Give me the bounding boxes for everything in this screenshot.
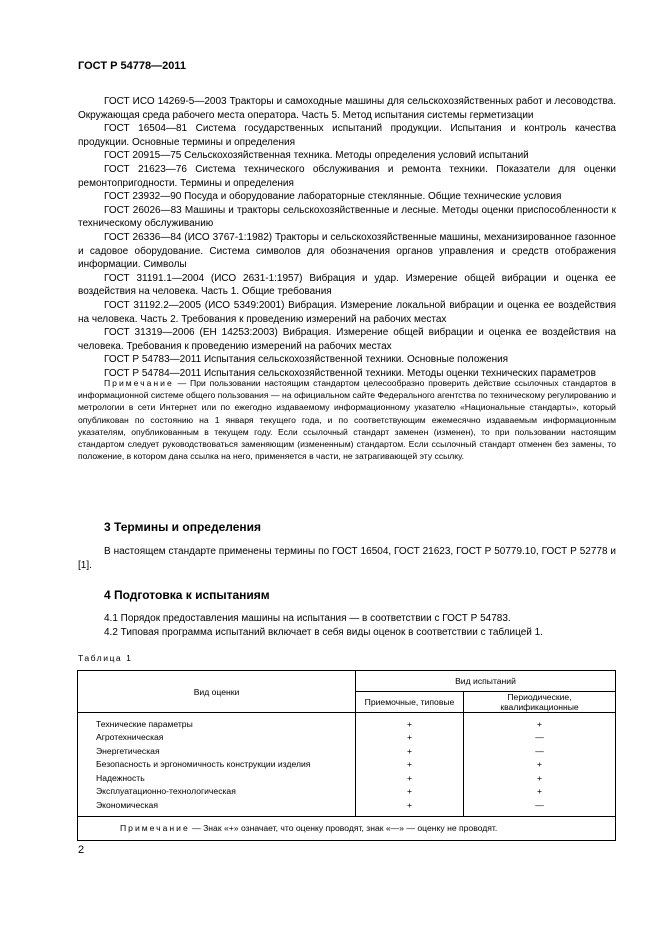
- table-row: [78, 785, 616, 799]
- col-header-kind: Вид оценки: [78, 671, 356, 713]
- row-acceptance: +: [356, 744, 464, 758]
- col-header-acceptance: Приемочные, типовые: [356, 692, 464, 713]
- section-3-title: 3 Термины и определения: [104, 520, 262, 534]
- note-label: Примечание: [104, 378, 174, 388]
- reference-item: ГОСТ 23932—90 Посуда и оборудование лабораторные стеклянные. Общие технические условия: [104, 191, 562, 203]
- section-4-text: [78, 612, 616, 639]
- row-name: Надежность: [78, 771, 356, 785]
- table-row: [78, 731, 616, 745]
- col-header-tests: Вид испытаний: [356, 671, 616, 692]
- section-3-text: [78, 545, 616, 572]
- row-acceptance: +: [356, 758, 464, 772]
- table-row: [78, 758, 616, 772]
- row-name: Экономическая: [78, 798, 356, 816]
- row-periodic: —: [464, 798, 616, 816]
- col-header-periodic: Периодические, квалификационные: [464, 692, 616, 713]
- table-note: [78, 816, 616, 840]
- row-name: Безопасность и эргономичность конструкции изделия: [78, 758, 356, 772]
- reference-item: ГОСТ 26336—84 (ИСО 3767-1:1982) Тракторы и сельскохозяйственные машины, механизированное газонное и садовое оборудование. Система символов для обозначения органов управления и средств отображения информации. Символы: [78, 231, 616, 271]
- assessment-table: [77, 670, 616, 841]
- row-name: Энергетическая: [78, 744, 356, 758]
- section-4-title: 4 Подготовка к испытаниям: [104, 588, 270, 602]
- table-caption: Таблица 1: [78, 653, 133, 663]
- table-note-label: Примечание: [120, 823, 190, 833]
- row-name: Эксплуатационно-технологическая: [78, 785, 356, 799]
- section-4-paragraph-1: 4.1 Порядок предоставления машины на испытания — в соответствии с ГОСТ Р 54783.: [104, 613, 511, 624]
- row-periodic: +: [464, 771, 616, 785]
- row-periodic: +: [464, 785, 616, 799]
- reference-item: ГОСТ 20915—75 Сельскохозяйственная техника. Методы определения условий испытаний: [104, 150, 529, 162]
- note-text: — При пользовании настоящим стандартом целесообразно проверить действие ссылочных стандартов в информационной системе общего пользования — на официальном сайте Федерального агентства по техническому регулированию и метрологии в сети Интернет или по ежегодно издаваемому информационному указателю «Национальные стандарты», который опубликован по состоянию на 1 января текущего года, и по соответствующим ежемесячно издаваемым информационным указателям, опубликованным в текущем году. Если ссылочный стандарт заменен (изменен), то при пользовании настоящим стандартом следует руководствоваться заменяющим (измененным) стандартом. Если ссылочный стандарт отменен без замены, то положение, в котором дана ссылка на него, применяется в части, не затрагивающей эту ссылку.: [78, 378, 616, 462]
- row-periodic: —: [464, 744, 616, 758]
- table-note-text: — Знак «+» означает, что оценку проводят, знак «—» — оценку не проводят.: [189, 823, 498, 833]
- reference-item: ГОСТ Р 54784—2011 Испытания сельскохозяйственной техники. Методы оценки технических параметров: [104, 367, 596, 379]
- reference-item: ГОСТ 31191.1—2004 (ИСО 2631-1:1957) Вибрация и удар. Измерение общей вибрации и оценка ее воздействия на человека. Часть 1. Общие требования: [78, 272, 616, 298]
- table-row: [78, 744, 616, 758]
- row-acceptance: +: [356, 771, 464, 785]
- row-periodic: —: [464, 731, 616, 745]
- reference-item: ГОСТ 31192.2—2005 (ИСО 5349:2001) Вибрация. Измерение локальной вибрации и оценка ее воздействия на человека. Часть 2. Требования к проведению измерений на рабочих местах: [78, 299, 616, 325]
- reference-item: ГОСТ 21623—76 Система технического обслуживания и ремонта техники. Показатели для оценки ремонтопригодности. Термины и определения: [78, 163, 616, 189]
- row-periodic: +: [464, 758, 616, 772]
- row-acceptance: +: [356, 713, 464, 731]
- section-3-paragraph: В настоящем стандарте применены термины по ГОСТ 16504, ГОСТ 21623, ГОСТ Р 50779.10, ГОСТ Р 52778 и [1].: [78, 546, 616, 571]
- references-note: [78, 377, 616, 462]
- section-4-paragraph-2: 4.2 Типовая программа испытаний включает в себя виды оценок в соответствии с таблицей 1.: [104, 626, 543, 638]
- table-row: [78, 713, 616, 731]
- reference-item: ГОСТ 31319—2006 (ЕН 14253:2003) Вибрация. Измерение общей вибрации и оценка ее воздействия на человека. Требования к проведению измерений на рабочих местах: [78, 327, 616, 352]
- reference-item: ГОСТ Р 54783—2011 Испытания сельскохозяйственной техники. Основные положения: [104, 354, 509, 366]
- row-acceptance: +: [356, 785, 464, 799]
- normative-references-list: [78, 95, 616, 380]
- document-header: ГОСТ Р 54778—2011: [78, 60, 186, 72]
- row-periodic: +: [464, 713, 616, 731]
- page-number: 2: [78, 844, 85, 856]
- reference-item: ГОСТ ИСО 14269-5—2003 Тракторы и самоходные машины для сельскохозяйственных работ и лесоводства. Окружающая среда рабочего места оператора. Часть 5. Метод испытания системы герметизации: [78, 96, 616, 121]
- table-row: [78, 798, 616, 816]
- reference-item: ГОСТ 26026—83 Машины и тракторы сельскохозяйственные и лесные. Методы оценки приспособленности к техническому обслуживанию: [78, 204, 616, 230]
- row-name: Агротехническая: [78, 731, 356, 745]
- row-acceptance: +: [356, 798, 464, 816]
- row-acceptance: +: [356, 731, 464, 745]
- table-row: [78, 771, 616, 785]
- row-name: Технические параметры: [78, 713, 356, 731]
- reference-item: ГОСТ 16504—81 Система государственных испытаний продукции. Испытания и контроль качества продукции. Основные термины и определения: [78, 123, 616, 148]
